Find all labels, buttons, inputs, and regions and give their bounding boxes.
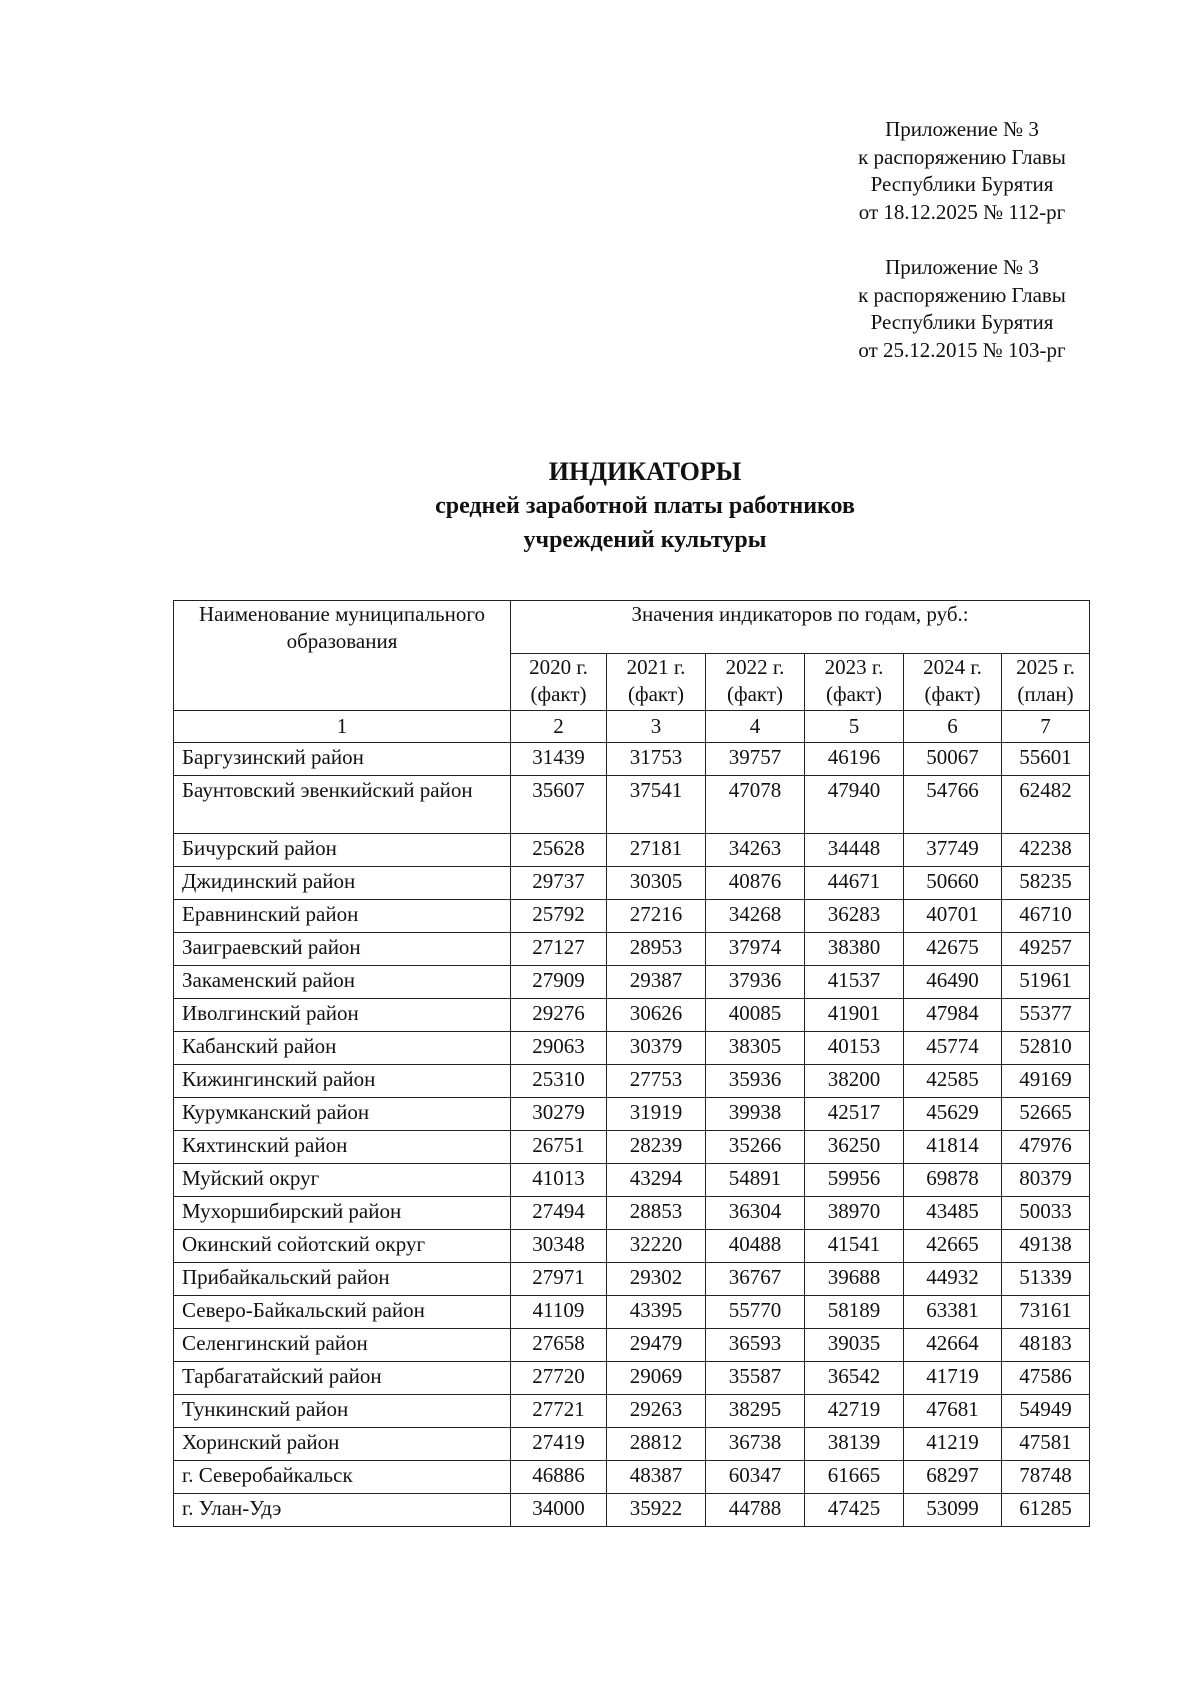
column-number: 3 — [607, 711, 706, 743]
indicator-value: 39938 — [706, 1098, 805, 1131]
indicator-value: 80379 — [1002, 1164, 1090, 1197]
indicator-value: 53099 — [904, 1494, 1002, 1527]
indicator-value: 54949 — [1002, 1395, 1090, 1428]
indicator-value: 34268 — [706, 900, 805, 933]
indicator-value: 42675 — [904, 933, 1002, 966]
indicator-value: 43395 — [607, 1296, 706, 1329]
document-title — [0, 455, 1200, 557]
appendix-line: от 18.12.2025 № 112-рг — [858, 199, 1066, 224]
table-row — [174, 1395, 1090, 1428]
indicator-value: 36304 — [706, 1197, 805, 1230]
indicator-value: 41719 — [904, 1362, 1002, 1395]
indicator-value: 27721 — [511, 1395, 607, 1428]
indicator-value: 29737 — [511, 867, 607, 900]
indicator-value: 41013 — [511, 1164, 607, 1197]
indicator-value: 27971 — [511, 1263, 607, 1296]
indicator-value: 55377 — [1002, 999, 1090, 1032]
indicator-value: 28812 — [607, 1428, 706, 1461]
indicator-value: 40488 — [706, 1230, 805, 1263]
table-row — [174, 1164, 1090, 1197]
indicator-value: 39757 — [706, 743, 805, 776]
indicator-value: 41901 — [805, 999, 904, 1032]
indicator-value: 49169 — [1002, 1065, 1090, 1098]
appendix-line: Республики Бурятия — [870, 310, 1054, 334]
indicator-value: 31439 — [511, 743, 607, 776]
indicators-table — [173, 600, 1090, 1527]
indicator-value: 47078 — [706, 776, 805, 834]
column-numbers-row — [174, 711, 1090, 743]
municipality-name: Бичурский район — [174, 834, 511, 867]
indicator-value: 50033 — [1002, 1197, 1090, 1230]
indicator-value: 32220 — [607, 1230, 706, 1263]
indicator-value: 37974 — [706, 933, 805, 966]
indicator-value: 27127 — [511, 933, 607, 966]
header-year — [1002, 654, 1090, 711]
indicator-value: 29302 — [607, 1263, 706, 1296]
municipality-name: Мухоршибирский район — [174, 1197, 511, 1230]
indicator-value: 47984 — [904, 999, 1002, 1032]
header-year-label: 2024 г. — [923, 655, 982, 679]
appendix-header-current — [752, 116, 1172, 226]
table-row — [174, 834, 1090, 867]
indicator-value: 27909 — [511, 966, 607, 999]
indicator-value: 27720 — [511, 1362, 607, 1395]
indicator-value: 41541 — [805, 1230, 904, 1263]
municipality-name: Северо-Байкальский район — [174, 1296, 511, 1329]
indicator-value: 35266 — [706, 1131, 805, 1164]
municipality-name: г. Северобайкальск — [174, 1461, 511, 1494]
header-year — [607, 654, 706, 711]
table-row — [174, 1461, 1090, 1494]
indicator-value: 41219 — [904, 1428, 1002, 1461]
indicator-value: 68297 — [904, 1461, 1002, 1494]
indicator-value: 42585 — [904, 1065, 1002, 1098]
indicator-value: 78748 — [1002, 1461, 1090, 1494]
header-year-type: (факт) — [825, 682, 883, 706]
indicator-value: 42664 — [904, 1329, 1002, 1362]
table-row — [174, 1098, 1090, 1131]
table-row — [174, 966, 1090, 999]
indicator-value: 35936 — [706, 1065, 805, 1098]
indicator-value: 28953 — [607, 933, 706, 966]
indicator-value: 47581 — [1002, 1428, 1090, 1461]
indicator-value: 51339 — [1002, 1263, 1090, 1296]
indicator-value: 34000 — [511, 1494, 607, 1527]
indicator-value: 49257 — [1002, 933, 1090, 966]
indicator-value: 28239 — [607, 1131, 706, 1164]
indicator-value: 27494 — [511, 1197, 607, 1230]
indicator-value: 34448 — [805, 834, 904, 867]
column-number: 4 — [706, 711, 805, 743]
table-row — [174, 933, 1090, 966]
municipality-name: г. Улан-Удэ — [174, 1494, 511, 1527]
indicator-value: 38305 — [706, 1032, 805, 1065]
indicator-value: 25628 — [511, 834, 607, 867]
indicator-value: 46490 — [904, 966, 1002, 999]
header-year-type: (факт) — [924, 682, 981, 706]
indicator-value: 51961 — [1002, 966, 1090, 999]
table-row — [174, 1494, 1090, 1527]
indicator-value: 52665 — [1002, 1098, 1090, 1131]
table-row — [174, 1197, 1090, 1230]
indicator-value: 54766 — [904, 776, 1002, 834]
indicator-value: 29063 — [511, 1032, 607, 1065]
indicator-value: 27216 — [607, 900, 706, 933]
appendix-line: Приложение № 3 — [885, 255, 1039, 279]
indicator-value: 42238 — [1002, 834, 1090, 867]
header-year — [904, 654, 1002, 711]
indicator-value: 27658 — [511, 1329, 607, 1362]
indicator-value: 43294 — [607, 1164, 706, 1197]
indicator-value: 36542 — [805, 1362, 904, 1395]
indicator-value: 40876 — [706, 867, 805, 900]
indicator-value: 47681 — [904, 1395, 1002, 1428]
municipality-name: Селенгинский район — [174, 1329, 511, 1362]
indicator-value: 42665 — [904, 1230, 1002, 1263]
indicator-value: 31753 — [607, 743, 706, 776]
header-municipality: Наименование муниципального образования — [174, 601, 511, 711]
municipality-name: Тарбагатайский район — [174, 1362, 511, 1395]
header-year — [706, 654, 805, 711]
indicator-value: 30279 — [511, 1098, 607, 1131]
appendix-header-original — [752, 254, 1172, 364]
indicator-value: 38380 — [805, 933, 904, 966]
indicator-value: 61285 — [1002, 1494, 1090, 1527]
indicator-value: 40701 — [904, 900, 1002, 933]
indicator-value: 29276 — [511, 999, 607, 1032]
header-year-label: 2023 г. — [824, 655, 884, 679]
indicator-value: 50660 — [904, 867, 1002, 900]
indicator-value: 38200 — [805, 1065, 904, 1098]
header-year-label: 2022 г. — [725, 655, 785, 679]
indicator-value: 62482 — [1002, 776, 1090, 834]
indicator-value: 35587 — [706, 1362, 805, 1395]
indicator-value: 47940 — [805, 776, 904, 834]
appendix-line: Республики Бурятия — [870, 172, 1054, 196]
indicator-value: 40085 — [706, 999, 805, 1032]
indicator-value: 54891 — [706, 1164, 805, 1197]
indicator-value: 29387 — [607, 966, 706, 999]
table-row — [174, 1263, 1090, 1296]
appendix-line: к распоряжению Главы — [858, 144, 1066, 169]
indicator-value: 30305 — [607, 867, 706, 900]
header-year-label: 2020 г. — [529, 655, 588, 679]
header-year-label: 2021 г. — [626, 655, 686, 679]
indicator-value: 29479 — [607, 1329, 706, 1362]
indicator-value: 43485 — [904, 1197, 1002, 1230]
column-number: 2 — [511, 711, 607, 743]
indicator-value: 39035 — [805, 1329, 904, 1362]
table-row — [174, 1230, 1090, 1263]
title-subtitle-line1: средней заработной платы работников — [435, 493, 855, 519]
indicator-value: 55770 — [706, 1296, 805, 1329]
indicator-value: 49138 — [1002, 1230, 1090, 1263]
municipality-name: Кабанский район — [174, 1032, 511, 1065]
indicator-value: 45629 — [904, 1098, 1002, 1131]
municipality-name: Хоринский район — [174, 1428, 511, 1461]
indicator-value: 46710 — [1002, 900, 1090, 933]
table-row — [174, 776, 1090, 834]
indicator-value: 48183 — [1002, 1329, 1090, 1362]
indicator-value: 35922 — [607, 1494, 706, 1527]
municipality-name: Закаменский район — [174, 966, 511, 999]
header-year-type: (факт) — [530, 682, 587, 706]
indicator-value: 25792 — [511, 900, 607, 933]
indicator-value: 30379 — [607, 1032, 706, 1065]
indicator-value: 55601 — [1002, 743, 1090, 776]
indicator-value: 44788 — [706, 1494, 805, 1527]
indicator-value: 46886 — [511, 1461, 607, 1494]
indicator-value: 40153 — [805, 1032, 904, 1065]
municipality-name: Муйский округ — [174, 1164, 511, 1197]
appendix-line: от 25.12.2015 № 103-рг — [858, 337, 1066, 362]
indicator-value: 37936 — [706, 966, 805, 999]
indicator-value: 29069 — [607, 1362, 706, 1395]
indicator-value: 60347 — [706, 1461, 805, 1494]
title-subtitle-line2: учреждений культуры — [523, 527, 767, 553]
indicator-value: 48387 — [607, 1461, 706, 1494]
column-number: 7 — [1002, 711, 1090, 743]
indicator-value: 46196 — [805, 743, 904, 776]
table-row — [174, 1296, 1090, 1329]
indicator-value: 30626 — [607, 999, 706, 1032]
indicator-value: 38295 — [706, 1395, 805, 1428]
table-row — [174, 867, 1090, 900]
indicator-value: 58235 — [1002, 867, 1090, 900]
indicator-value: 27181 — [607, 834, 706, 867]
header-year — [511, 654, 607, 711]
indicator-value: 59956 — [805, 1164, 904, 1197]
indicator-value: 42517 — [805, 1098, 904, 1131]
indicator-value: 69878 — [904, 1164, 1002, 1197]
indicator-value: 47586 — [1002, 1362, 1090, 1395]
table-row — [174, 1065, 1090, 1098]
indicator-value: 41814 — [904, 1131, 1002, 1164]
header-year-label: 2025 г. — [1016, 655, 1075, 679]
municipality-name: Иволгинский район — [174, 999, 511, 1032]
municipality-name: Заиграевский район — [174, 933, 511, 966]
municipality-name: Кяхтинский район — [174, 1131, 511, 1164]
indicator-value: 35607 — [511, 776, 607, 834]
indicator-value: 27753 — [607, 1065, 706, 1098]
indicator-value: 44932 — [904, 1263, 1002, 1296]
indicator-value: 73161 — [1002, 1296, 1090, 1329]
municipality-name: Кижингинский район — [174, 1065, 511, 1098]
indicator-value: 39688 — [805, 1263, 904, 1296]
header-year-type: (факт) — [627, 682, 685, 706]
municipality-name: Курумканский район — [174, 1098, 511, 1131]
table-row — [174, 1131, 1090, 1164]
indicator-value: 30348 — [511, 1230, 607, 1263]
indicator-value: 37541 — [607, 776, 706, 834]
indicator-value: 42719 — [805, 1395, 904, 1428]
indicator-value: 41109 — [511, 1296, 607, 1329]
indicator-value: 41537 — [805, 966, 904, 999]
indicator-value: 31919 — [607, 1098, 706, 1131]
municipality-name: Окинский сойотский округ — [174, 1230, 511, 1263]
indicator-value: 36593 — [706, 1329, 805, 1362]
table-row — [174, 1362, 1090, 1395]
appendix-line: к распоряжению Главы — [858, 282, 1066, 307]
indicator-value: 38970 — [805, 1197, 904, 1230]
municipality-name: Баунтовский эвенкийский район — [174, 776, 511, 834]
indicator-value: 50067 — [904, 743, 1002, 776]
indicator-value: 63381 — [904, 1296, 1002, 1329]
table-row — [174, 1032, 1090, 1065]
indicator-value: 28853 — [607, 1197, 706, 1230]
indicator-value: 36738 — [706, 1428, 805, 1461]
column-number: 6 — [904, 711, 1002, 743]
indicator-value: 44671 — [805, 867, 904, 900]
indicator-value: 38139 — [805, 1428, 904, 1461]
table-row — [174, 743, 1090, 776]
indicator-value: 47425 — [805, 1494, 904, 1527]
header-year-type: (план) — [1017, 682, 1074, 706]
header-year-type: (факт) — [726, 682, 784, 706]
indicator-value: 45774 — [904, 1032, 1002, 1065]
table-row — [174, 1329, 1090, 1362]
indicator-value: 29263 — [607, 1395, 706, 1428]
indicator-value: 36767 — [706, 1263, 805, 1296]
title-main: ИНДИКАТОРЫ — [548, 457, 742, 486]
column-number: 1 — [174, 711, 511, 743]
indicator-value: 52810 — [1002, 1032, 1090, 1065]
header-year — [805, 654, 904, 711]
indicator-value: 58189 — [805, 1296, 904, 1329]
indicator-value: 36283 — [805, 900, 904, 933]
indicator-value: 25310 — [511, 1065, 607, 1098]
table-row — [174, 900, 1090, 933]
indicator-value: 47976 — [1002, 1131, 1090, 1164]
indicator-value: 26751 — [511, 1131, 607, 1164]
table-row — [174, 999, 1090, 1032]
indicator-value: 27419 — [511, 1428, 607, 1461]
header-values-by-year: Значения индикаторов по годам, руб.: — [511, 601, 1090, 654]
municipality-name: Прибайкальский район — [174, 1263, 511, 1296]
column-number: 5 — [805, 711, 904, 743]
municipality-name: Еравнинский район — [174, 900, 511, 933]
table-row — [174, 1428, 1090, 1461]
municipality-name: Тункинский район — [174, 1395, 511, 1428]
indicator-value: 61665 — [805, 1461, 904, 1494]
indicator-value: 36250 — [805, 1131, 904, 1164]
appendix-line: Приложение № 3 — [885, 117, 1039, 141]
municipality-name: Джидинский район — [174, 867, 511, 900]
municipality-name: Баргузинский район — [174, 743, 511, 776]
indicator-value: 37749 — [904, 834, 1002, 867]
indicator-value: 34263 — [706, 834, 805, 867]
